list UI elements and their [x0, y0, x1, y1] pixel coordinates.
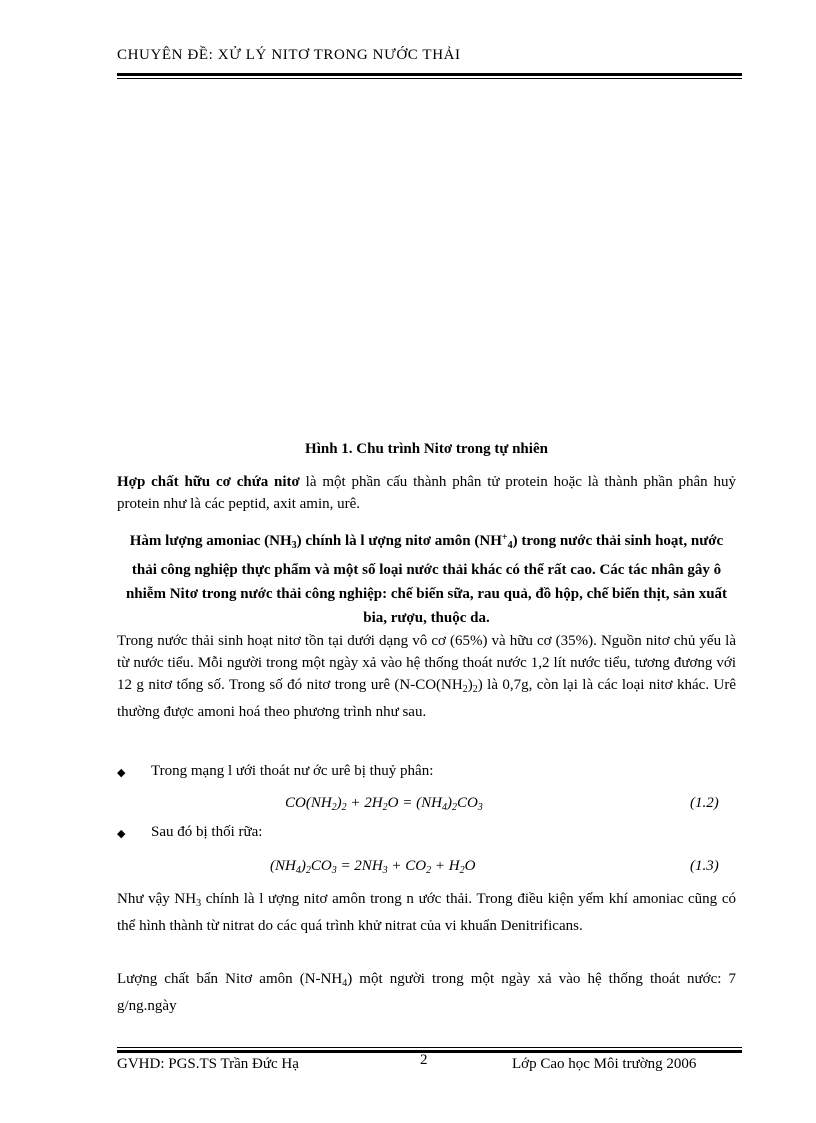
eq-term: O — [464, 858, 476, 874]
equation-number: (1.2) — [690, 795, 719, 811]
footer-rule-thin — [117, 1047, 742, 1048]
footer-supervisor: GVHD: PGS.TS Trần Đức Hạ — [117, 1056, 299, 1072]
header-title: CHUYÊN ĐỀ: XỬ LÝ NITƠ TRONG NƯỚC THẢI — [117, 47, 461, 63]
subscript: 2 — [382, 802, 388, 813]
text-run: Như vậy NH — [117, 891, 197, 907]
text-run: ) là 0,7g, còn lại là các loại nitơ khác. Urê thường được amoni hoá theo phương trình như sau. — [117, 677, 736, 720]
paragraph-ammonia-content — [117, 526, 736, 630]
figure-caption: Hình 1. Chu trình Nitơ trong tự nhiên — [305, 441, 548, 457]
subscript: 2 — [459, 865, 465, 876]
superscript: + — [501, 532, 508, 543]
eq-term: + 2H — [346, 795, 383, 811]
footer-class: Lớp Cao học Môi trường 2006 — [512, 1056, 697, 1072]
equation-1-3 — [270, 858, 475, 876]
subscript: 3 — [196, 898, 202, 909]
text-run: chính là l ượng nitơ amôn trong n ước thải. Trong điều kiện yếm khí amoniac cũng có thể hình thành từ nitrat do các quá trình khử nitrat của vi khuẩn Denitrificans. — [117, 891, 736, 934]
subscript: 4 — [342, 978, 348, 989]
subscript: 4 — [295, 865, 301, 876]
subscript: 2 — [462, 684, 468, 695]
page-number: 2 — [420, 1052, 428, 1068]
eq-term: = 2NH — [336, 858, 383, 874]
text-run: ) chính là l ượng nitơ amôn (NH — [296, 533, 502, 549]
subscript: 2 — [472, 684, 478, 695]
paragraph-ammonium-load — [117, 968, 736, 1017]
paragraph-ammonia-origin — [117, 888, 736, 937]
paragraph-organic-nitrogen — [117, 471, 736, 515]
text-run: Lượng chất bẩn Nitơ amôn (N-NH — [117, 971, 343, 987]
subscript: 4 — [507, 540, 513, 551]
paragraph-domestic-wastewater — [117, 630, 736, 723]
eq-term: O = (NH — [387, 795, 442, 811]
bullet-text-putrefaction: Sau đó bị thối rữa: — [151, 824, 263, 840]
text-run: ) một người trong một ngày xả vào hệ thống thoát nước: 7 g/ng.ngày — [117, 971, 736, 1014]
equation-number: (1.3) — [690, 858, 719, 874]
text-run: ) trong nước thải sinh hoạt, nước thải công nghiệp thực phẩm và một số loại nước thải khác có thể rất cao. Các tác nhân gây ô nhiễm Nitơ trong nước thải công nghiệp: chế biến sữa, rau quả, đồ hộp, chế biến thịt, sản xuất bia, rượu, thuộc da. — [125, 533, 728, 626]
footer-rule-thick — [117, 1050, 742, 1053]
subscript: 2 — [341, 802, 347, 813]
subscript: 3 — [291, 540, 297, 551]
eq-term: + CO — [387, 858, 427, 874]
eq-term: CO — [456, 795, 478, 811]
subscript: 3 — [382, 865, 388, 876]
header-rule-thin — [117, 78, 742, 79]
subscript: 2 — [451, 802, 457, 813]
bullet-icon: ◆ — [117, 767, 126, 779]
eq-term: ) — [446, 795, 452, 811]
text-run: Hàm lượng amoniac (NH — [129, 533, 292, 549]
bullet-text-hydrolysis: Trong mạng l ưới thoát nư ớc urê bị thuỷ phân: — [151, 763, 434, 779]
subscript: 3 — [477, 802, 483, 813]
paragraph-lead: Hợp chất hữu cơ chứa nitơ — [117, 474, 300, 490]
eq-term: + H — [431, 858, 460, 874]
eq-term: CO(NH — [285, 795, 332, 811]
eq-term: ) — [300, 858, 306, 874]
text-run: Trong nước thải sinh hoạt nitơ tồn tại dưới dạng vô cơ (65%) và hữu cơ (35%). Nguồn nitơ chủ yếu là từ nước tiểu. Mỗi người trong một ngày xả vào hệ thống thoát nước 1,2 lít nước tiểu, tương đương với 12 g nitơ tổng số. Trong số đó nitơ trong urê (N-CO(NH — [117, 633, 736, 693]
eq-term: CO — [310, 858, 332, 874]
subscript: 2 — [305, 865, 311, 876]
subscript: 3 — [331, 865, 337, 876]
bullet-icon: ◆ — [117, 828, 126, 840]
equation-1-2 — [285, 795, 483, 813]
subscript: 2 — [426, 865, 432, 876]
eq-term: ) — [336, 795, 342, 811]
eq-term: (NH — [270, 858, 296, 874]
paragraph-text: là một phần cấu thành phân tử protein hoặc là thành phần phân huỷ protein như là các peptid, axit amin, urê. — [117, 474, 736, 512]
text-run: ) — [467, 677, 473, 693]
subscript: 2 — [331, 802, 337, 813]
subscript: 4 — [441, 802, 447, 813]
header-rule-thick — [117, 73, 742, 76]
